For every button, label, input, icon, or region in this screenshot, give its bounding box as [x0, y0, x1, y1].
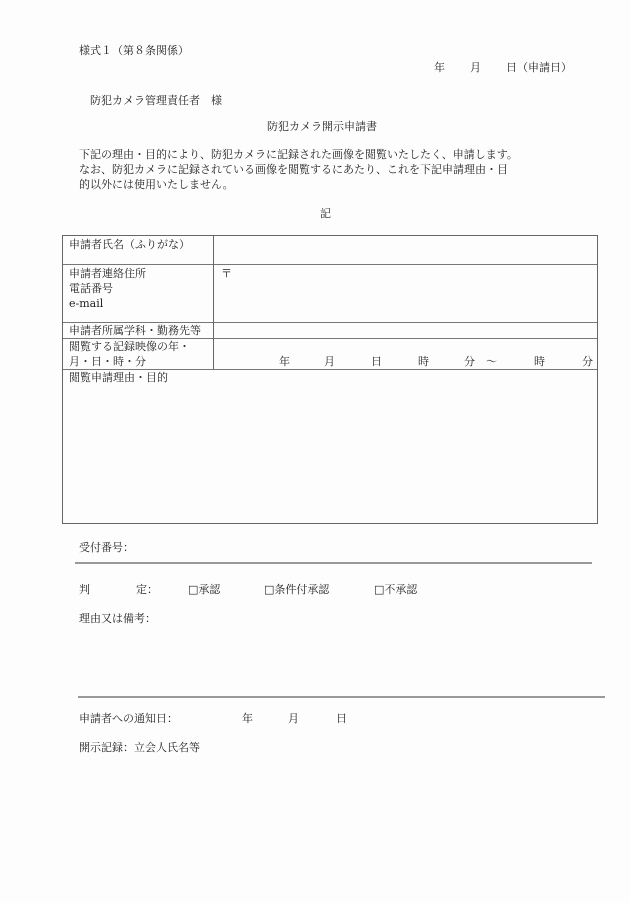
notify-day-unit: 日 — [336, 712, 347, 725]
divider-line — [78, 696, 605, 698]
notification-date-label: 申請者への通知日： — [79, 712, 178, 725]
date-day-application-unit: 日（申請日） — [506, 61, 572, 74]
viewing-datetime-label-1: 閲覧する記録映像の年・ — [69, 340, 190, 353]
divider-line — [75, 562, 592, 564]
purpose-label: 閲覧申請理由・目的 — [69, 371, 168, 384]
purpose-field[interactable] — [63, 386, 597, 522]
unit-minute-start: 分 — [464, 355, 475, 368]
row-divider — [63, 369, 597, 370]
applicant-name-label: 申請者氏名（ふりがな） — [69, 238, 190, 251]
addressee: 防犯カメラ管理責任者 様 — [90, 94, 222, 107]
affiliation-field[interactable] — [215, 323, 597, 338]
disclosure-record-label: 開示記録：立会人氏名等 — [79, 741, 200, 754]
document-title: 防犯カメラ開示申請書 — [267, 120, 377, 133]
contact-info-field[interactable] — [215, 265, 597, 322]
postal-mark: 〒 — [221, 267, 232, 280]
conditional-approve-checkbox[interactable]: □条件付承認 — [264, 583, 330, 596]
intro-line-2: なお、防犯カメラに記録されている画像を閲覧するにあたり、これを下記申請理由・目 — [79, 163, 508, 176]
unit-hour-end: 時 — [534, 355, 545, 368]
ki-heading: 記 — [320, 207, 331, 220]
reject-checkbox[interactable]: □不承認 — [374, 583, 418, 596]
unit-minute-end: 分 — [582, 355, 593, 368]
judgement-label-1: 判 — [79, 583, 90, 596]
remarks-label: 理由又は備考： — [79, 612, 156, 625]
intro-line-1: 下記の理由・目的により、防犯カメラに記録された画像を閲覧いたしたく、申請します。 — [79, 148, 518, 161]
email-label: e-mail — [69, 297, 104, 310]
receipt-number-label: 受付番号： — [79, 541, 134, 554]
unit-hour-start: 時 — [418, 355, 429, 368]
applicant-address-label: 申請者連絡住所 — [69, 267, 146, 280]
application-table — [62, 235, 598, 524]
column-divider — [213, 236, 214, 369]
notify-year-unit: 年 — [242, 712, 253, 725]
unit-month: 月 — [324, 355, 335, 368]
row-divider — [63, 338, 597, 339]
affiliation-label: 申請者所属学科・勤務先等 — [69, 324, 201, 337]
range-tilde: ～ — [486, 355, 497, 368]
judgement-label-2: 定： — [136, 583, 158, 596]
form-number-label: 様式１（第８条関係） — [79, 44, 189, 57]
unit-year: 年 — [279, 355, 290, 368]
unit-day: 日 — [371, 355, 382, 368]
approve-checkbox[interactable]: □承認 — [188, 583, 221, 596]
date-month-unit: 月 — [470, 61, 481, 74]
intro-line-3: 的以外には使用いたしません。 — [79, 178, 234, 191]
viewing-datetime-label-2: 月・日・時・分 — [69, 355, 146, 368]
date-year-unit: 年 — [434, 61, 445, 74]
applicant-name-field[interactable] — [215, 236, 597, 264]
phone-number-label: 電話番号 — [69, 282, 113, 295]
notify-month-unit: 月 — [288, 712, 299, 725]
